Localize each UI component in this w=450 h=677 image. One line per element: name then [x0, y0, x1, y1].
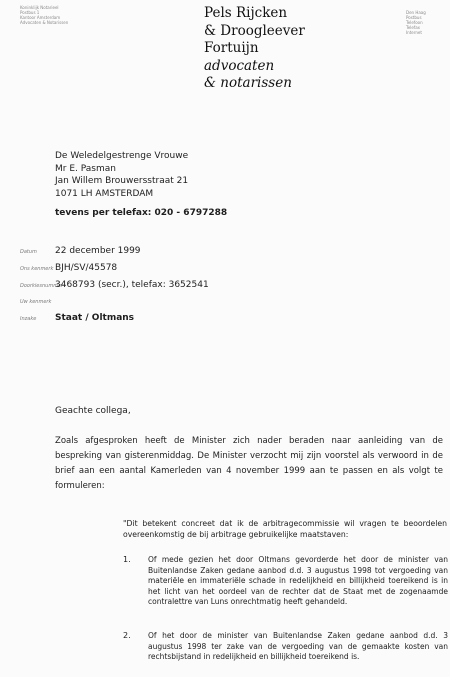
address-line: Mr E. Pasman	[55, 163, 116, 174]
address-line: De Weledelgestrenge Vrouwe	[55, 151, 189, 161]
date-value: 22 december 1999	[55, 246, 141, 256]
direct-dial-value: 3468793 (secr.), telefax: 3652541	[55, 280, 209, 290]
letterhead-left-faint	[20, 5, 68, 25]
faint-line: Postbus	[406, 15, 422, 20]
faint-line: Telefoon	[406, 20, 423, 25]
list-item-number: 1.	[123, 555, 131, 564]
recipient-address	[55, 150, 188, 200]
faint-line: Advocaten & Notarissen	[20, 20, 69, 25]
direct-dial-label: Doorkiesnummer	[20, 283, 64, 289]
reference-label: Ons kenmerk	[20, 266, 54, 272]
fax-line: tevens per telefax: 020 - 6797288	[55, 208, 228, 218]
faint-line: Koninklijk Notarieel	[20, 5, 59, 10]
firm-name-line: Fortuijn	[204, 40, 259, 56]
firm-profession-line: advocaten	[204, 57, 275, 74]
faint-line: Den Haag	[406, 10, 426, 15]
firm-letterhead	[204, 5, 305, 93]
your-reference-label: Uw kenmerk	[20, 299, 52, 305]
subject-label: Inzake	[20, 316, 37, 322]
body-paragraph: Zoals afgesproken heeft de Minister zich nader beraden naar aanleiding van de bespreking van gisterenmiddag. De Minister verzocht mij zijn voorstel als verwoord in de brief aan een aantal Kamerleden van 4 november 1999 aan te passen en als volgt te formuleren:	[55, 436, 443, 491]
faint-line: Internet	[406, 30, 422, 35]
faint-line: Telefax	[406, 25, 421, 30]
date-label: Datum	[20, 249, 37, 255]
quote-intro: "Dit betekent concreet dat ik de arbitragecommissie wil vragen te beoordelen overeenkomstig de bij arbitrage gebruikelijke maatstaven:	[123, 519, 447, 539]
letterhead-right-faint	[406, 10, 426, 35]
faint-line: Kantoor Amsterdam	[20, 15, 61, 20]
reference-value: BJH/SV/45578	[55, 263, 118, 273]
address-line: 1071 LH AMSTERDAM	[55, 188, 154, 199]
firm-name-line: & Droogleever	[204, 22, 305, 39]
salutation: Geachte collega,	[55, 406, 131, 416]
address-line: Jan Willem Brouwersstraat 21	[55, 176, 189, 186]
list-item-text: Of mede gezien het door Oltmans gevorderde het door de minister van Buitenlandse Zaken gedane aanbod d.d. 3 augustus 1998 tot vergoeding van materiële en immateriële schade in redelijkheid en billijkheid toereikend is in het licht van het oordeel van de rechter dat de Staat met de zogenaamde contralettre van Luns onrechtmatig heeft gehandeld.	[148, 555, 448, 606]
firm-profession-line: & notarissen	[204, 75, 292, 91]
subject-value: Staat / Oltmans	[55, 313, 135, 323]
list-item-text: Of het door de minister van Buitenlandse Zaken gedane aanbod d.d. 3 augustus 1998 ter zake van de vergoeding van de gemaakte kosten van rechtsbijstand in redelijkheid en billijkheid toereikend is.	[148, 631, 448, 661]
list-item-number: 2.	[123, 631, 131, 640]
firm-name-line: Pels Rijcken	[204, 5, 288, 21]
faint-line: Postbus 1	[20, 10, 40, 15]
